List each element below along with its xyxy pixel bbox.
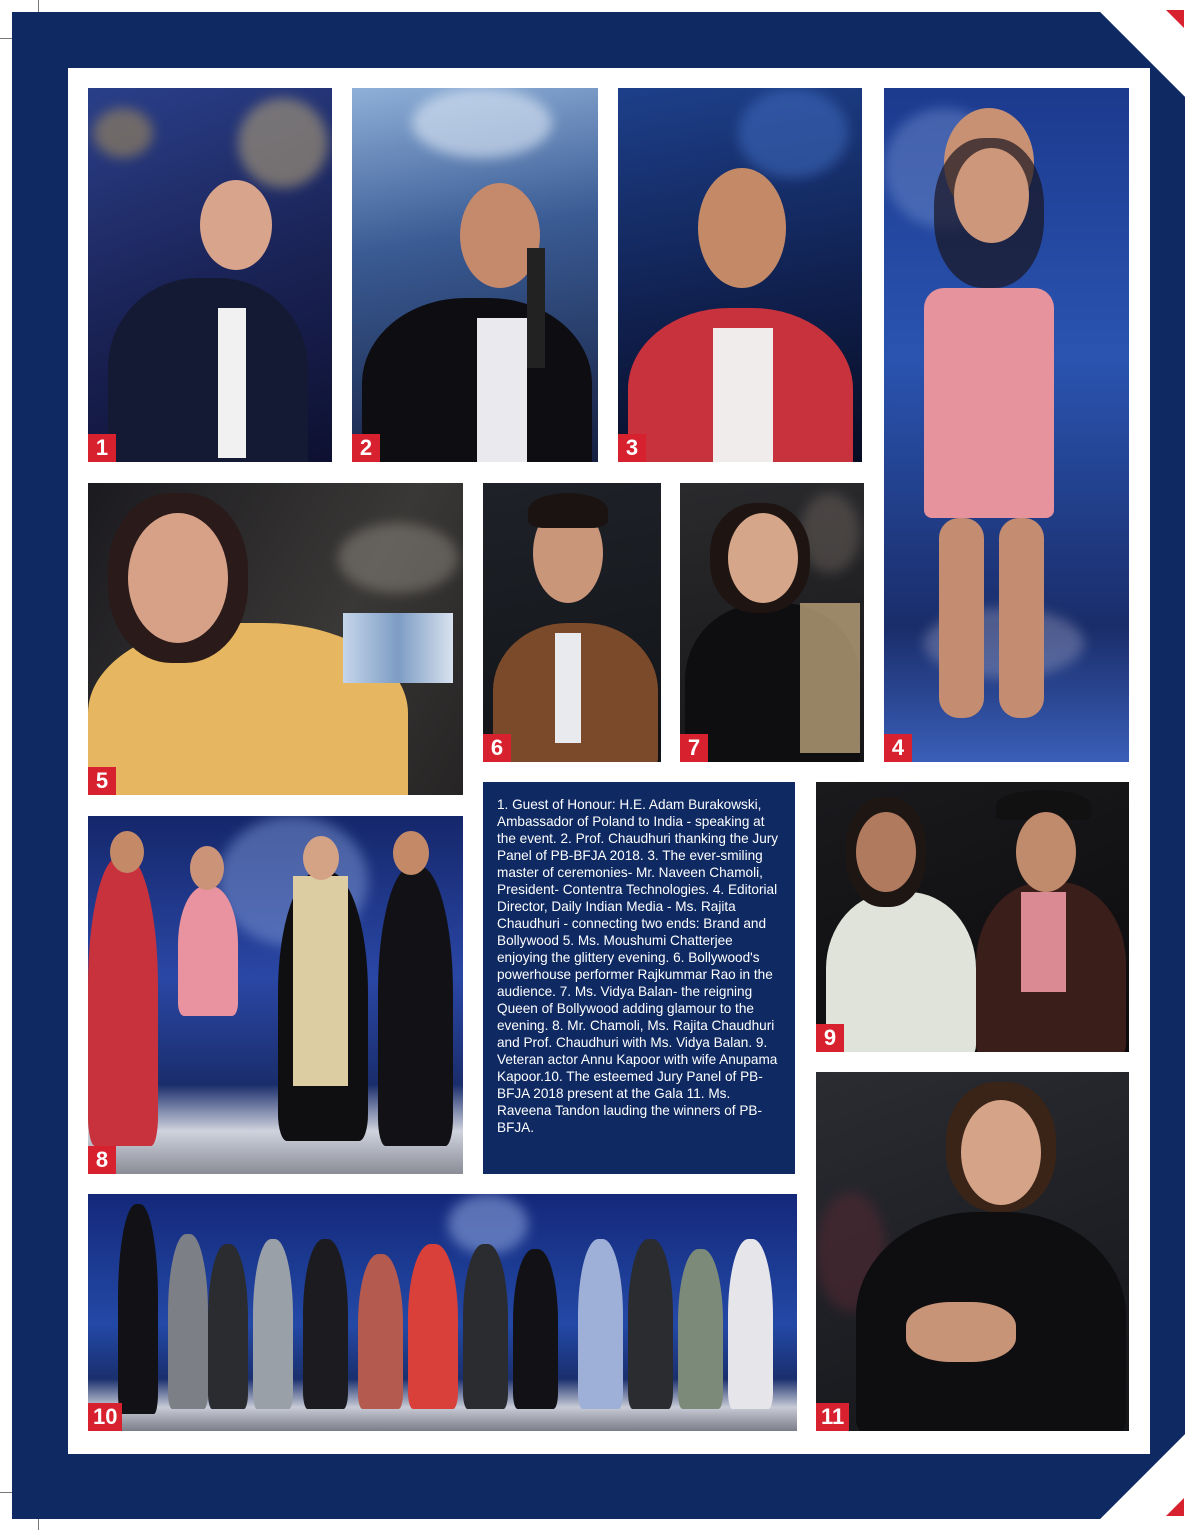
photo-7: [680, 483, 864, 762]
photo-number: 4: [884, 734, 912, 762]
photo-number: 7: [680, 734, 708, 762]
photo-10: [88, 1194, 797, 1431]
photo-2: [352, 88, 598, 462]
caption-box: [483, 782, 795, 1174]
photo-3: [618, 88, 862, 462]
photo-8: [88, 816, 463, 1174]
caption-text: 1. Guest of Honour: H.E. Adam Burakowski, Ambassador of Poland to India - speaking at the event. 2. Prof. Chaudhuri thanking the Jury Panel of PB-BFJA 2018. 3. The ever-smiling master of ceremonies- Mr. Naveen Chamoli, President- Contentra Technologies. 4. Editorial Director, Daily Indian Media - Ms. Rajita Chaudhuri - connecting two ends: Brand and Bollywood 5. Ms. Moushumi Chatterjee enjoying the glittery evening. 6. Bollywood's powerhouse performer Rajkummar Rao in the audience. 7. Ms. Vidya Balan- the reigning Queen of Bollywood adding glamour to the evening. 8. Mr. Chamoli, Ms. Rajita Chaudhuri and Prof. Chaudhuri with Ms. Vidya Balan. 9. Veteran actor Annu Kapoor with wife Anupama Kapoor.10. The esteemed Jury Panel of PB-BFJA 2018 present at the Gala 11. Ms. Raveena Tandon lauding the winners of PB-BFJA.: [497, 797, 779, 1135]
photo-11: [816, 1072, 1129, 1431]
photo-number: 8: [88, 1146, 116, 1174]
photo-number: 9: [816, 1024, 844, 1052]
red-corner-marker: [1166, 1498, 1184, 1516]
red-corner-marker: [1166, 10, 1184, 28]
photo-number: 1: [88, 434, 116, 462]
photo-9: [816, 782, 1129, 1052]
photo-number: 6: [483, 734, 511, 762]
photo-number: 11: [816, 1403, 849, 1431]
photo-number: 3: [618, 434, 646, 462]
photo-5: [88, 483, 463, 795]
photo-number: 2: [352, 434, 380, 462]
photo-6: [483, 483, 661, 762]
photo-1: [88, 88, 332, 462]
photo-4: [884, 88, 1129, 762]
photo-number: 5: [88, 767, 116, 795]
photo-number: 10: [88, 1403, 122, 1431]
